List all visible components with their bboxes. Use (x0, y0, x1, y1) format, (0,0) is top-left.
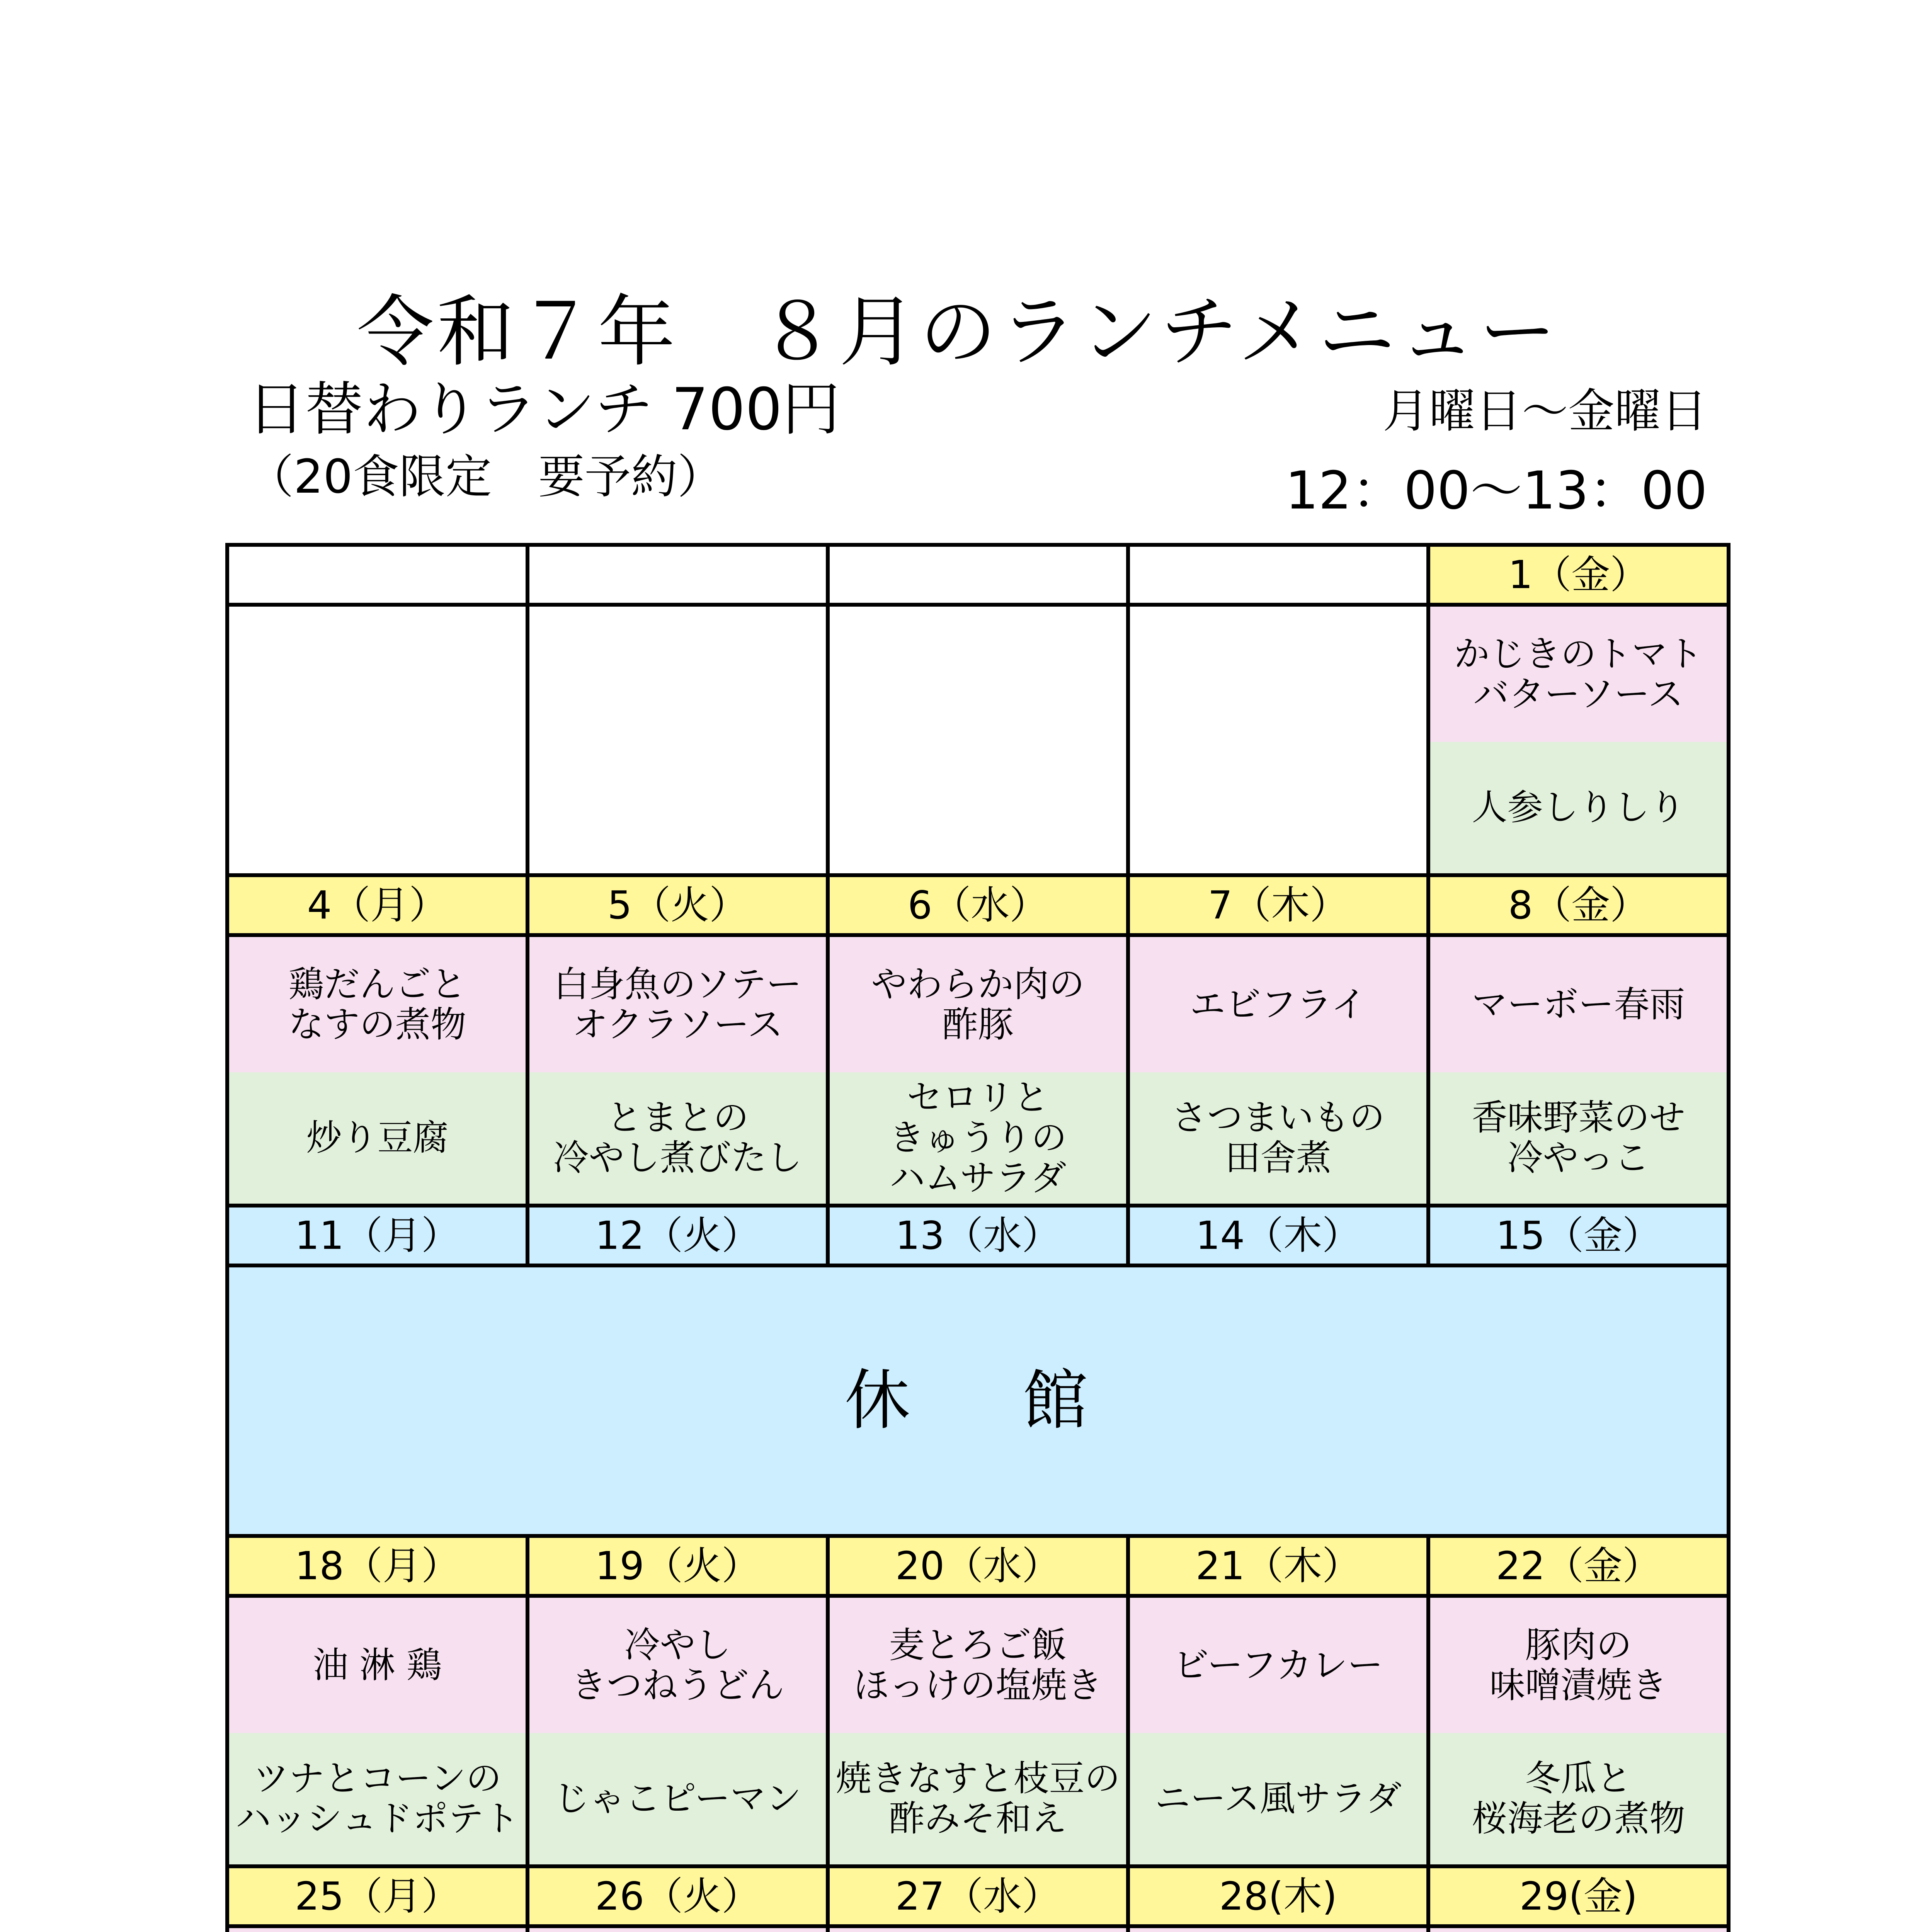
date-cell: 1（金） (1430, 547, 1731, 607)
main-dish: 白身魚のソテー オクラソース (529, 937, 830, 1072)
main-dish: 鶏だんごと なすの煮物 (229, 937, 529, 1072)
main-dish (1130, 1928, 1430, 1932)
side-dish: さつまいもの 田舎煮 (1130, 1072, 1430, 1208)
empty-cell (229, 742, 529, 877)
side-dish: ニース風サラダ (1130, 1733, 1430, 1868)
side-dish: 焼きなすと枝豆の 酢みそ和え (830, 1733, 1130, 1868)
date-cell: 22（金） (1430, 1538, 1731, 1598)
date-cell: 26（火） (529, 1868, 830, 1928)
date-cell: 8（金） (1430, 877, 1731, 937)
empty-cell (1130, 742, 1430, 877)
side-dish: 香味野菜のせ 冷やっこ (1430, 1072, 1731, 1208)
date-cell: 28(木) (1130, 1868, 1430, 1928)
empty-cell (229, 607, 529, 742)
date-cell: 20（水） (830, 1538, 1130, 1598)
date-cell: 18（月） (229, 1538, 529, 1598)
service-days: 月曜日～金曜日 (1383, 384, 1707, 438)
main-dish (830, 1928, 1130, 1932)
main-dish: 豚肉の 味噌漬焼き (1430, 1598, 1731, 1733)
empty-cell (830, 742, 1130, 877)
date-cell: 11（月） (229, 1208, 529, 1267)
main-dish (229, 1928, 529, 1932)
main-dish: かじきのトマト バターソース (1430, 607, 1731, 742)
date-cell (229, 547, 529, 607)
date-cell: 12（火） (529, 1208, 830, 1267)
menu-table (225, 543, 1731, 1932)
date-cell: 14（木） (1130, 1208, 1430, 1267)
date-cell: 5（火） (529, 877, 830, 937)
limit-note: （20食限定 要予約） (247, 450, 724, 504)
date-cell: 7（木） (1130, 877, 1430, 937)
main-dish: 麦とろご飯 ほっけの塩焼き (830, 1598, 1130, 1733)
side-dish: 人参しりしり (1430, 742, 1731, 877)
side-dish: 冬瓜と 桜海老の煮物 (1430, 1733, 1731, 1868)
date-cell (1130, 547, 1430, 607)
empty-cell (1130, 607, 1430, 742)
closed-notice: 休 館 (229, 1267, 1731, 1538)
date-cell (830, 547, 1130, 607)
date-cell: 21（木） (1130, 1538, 1430, 1598)
service-time: 12：00～13：00 (1285, 460, 1707, 521)
side-dish: 炒り豆腐 (229, 1072, 529, 1208)
main-dish: 油 淋 鶏 (229, 1598, 529, 1733)
date-cell: 6（水） (830, 877, 1130, 937)
main-dish: マーボー春雨 (1430, 937, 1731, 1072)
main-dish: ビーフカレー (1130, 1598, 1430, 1733)
date-cell: 4（月） (229, 877, 529, 937)
main-dish: やわらか肉の 酢豚 (830, 937, 1130, 1072)
empty-cell (529, 607, 830, 742)
side-dish: とまとの 冷やし煮びたし (529, 1072, 830, 1208)
main-dish (1430, 1928, 1731, 1932)
side-dish: ツナとコーンの ハッシュドポテト (229, 1733, 529, 1868)
date-cell: 27（水） (830, 1868, 1130, 1928)
date-cell: 29(金) (1430, 1868, 1731, 1928)
main-dish: エビフライ (1130, 937, 1430, 1072)
date-cell: 15（金） (1430, 1208, 1731, 1267)
side-dish: セロリと きゅうりの ハムサラダ (830, 1072, 1130, 1208)
lunch-price: 日替わりランチ 700円 (247, 376, 840, 443)
date-cell: 25（月） (229, 1868, 529, 1928)
main-dish (529, 1928, 830, 1932)
date-cell (529, 547, 830, 607)
date-cell: 19（火） (529, 1538, 830, 1598)
page-title: 令和７年 ８月のランチメニュー (356, 287, 1559, 377)
date-cell: 13（水） (830, 1208, 1130, 1267)
side-dish: じゃこピーマン (529, 1733, 830, 1868)
main-dish: 冷やし きつねうどん (529, 1598, 830, 1733)
empty-cell (529, 742, 830, 877)
empty-cell (830, 607, 1130, 742)
